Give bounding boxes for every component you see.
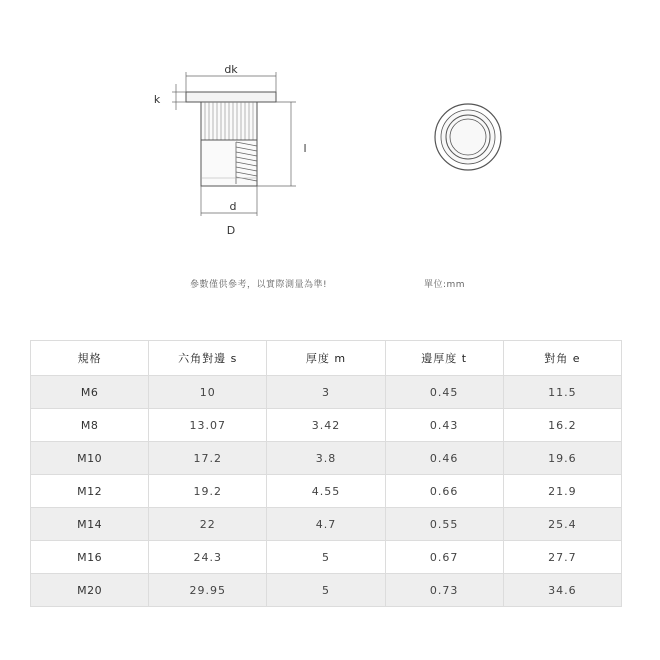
- cell-value: 0.46: [385, 442, 503, 475]
- cell-value: 27.7: [503, 541, 621, 574]
- table-row: [31, 541, 622, 574]
- technical-drawing: [0, 0, 660, 300]
- disclaimer-note: 參數僅供參考，以實際測量為準!: [190, 280, 328, 290]
- header-size: 規格: [31, 341, 149, 376]
- header-thickness: 厚度 m: [267, 341, 385, 376]
- table-row: [31, 475, 622, 508]
- cell-value: 0.55: [385, 508, 503, 541]
- cell-size: M10: [31, 442, 149, 475]
- table-header-row: [31, 341, 622, 376]
- cell-value: 11.5: [503, 376, 621, 409]
- cell-value: 3.8: [267, 442, 385, 475]
- table-row: [31, 442, 622, 475]
- label-D: D: [226, 224, 236, 237]
- cell-value: 13.07: [149, 409, 267, 442]
- cell-value: 5: [267, 574, 385, 607]
- cell-value: 19.6: [503, 442, 621, 475]
- cell-value: 22: [149, 508, 267, 541]
- table-row: [31, 508, 622, 541]
- cell-value: 10: [149, 376, 267, 409]
- cell-value: 24.3: [149, 541, 267, 574]
- cell-value: 29.95: [149, 574, 267, 607]
- cell-value: 16.2: [503, 409, 621, 442]
- table-row: [31, 574, 622, 607]
- spec-table: [30, 340, 622, 607]
- header-diagonal: 對角 e: [503, 341, 621, 376]
- cell-value: 21.9: [503, 475, 621, 508]
- cell-value: 3.42: [267, 409, 385, 442]
- cell-value: 0.45: [385, 376, 503, 409]
- rivet-nut-side-view: [186, 92, 276, 186]
- cell-size: M14: [31, 508, 149, 541]
- label-l: l: [303, 142, 307, 155]
- cell-value: 3: [267, 376, 385, 409]
- cell-value: 34.6: [503, 574, 621, 607]
- cell-value: 0.67: [385, 541, 503, 574]
- cell-size: M6: [31, 376, 149, 409]
- cell-value: 4.55: [267, 475, 385, 508]
- unit-note: 單位:mm: [424, 280, 466, 290]
- cell-value: 17.2: [149, 442, 267, 475]
- rivet-nut-top-view: [435, 104, 501, 170]
- label-dk: dk: [224, 63, 238, 76]
- cell-value: 4.7: [267, 508, 385, 541]
- cell-size: M16: [31, 541, 149, 574]
- header-edge-thickness: 邊厚度 t: [385, 341, 503, 376]
- table-row: [31, 409, 622, 442]
- cell-value: 0.66: [385, 475, 503, 508]
- label-k: k: [153, 93, 161, 106]
- cell-value: 25.4: [503, 508, 621, 541]
- cell-value: 19.2: [149, 475, 267, 508]
- label-d: d: [229, 200, 237, 213]
- table-row: [31, 376, 622, 409]
- cell-size: M12: [31, 475, 149, 508]
- cell-value: 0.43: [385, 409, 503, 442]
- cell-size: M8: [31, 409, 149, 442]
- cell-value: 5: [267, 541, 385, 574]
- cell-value: 0.73: [385, 574, 503, 607]
- cell-size: M20: [31, 574, 149, 607]
- header-hex-width: 六角對邊 s: [149, 341, 267, 376]
